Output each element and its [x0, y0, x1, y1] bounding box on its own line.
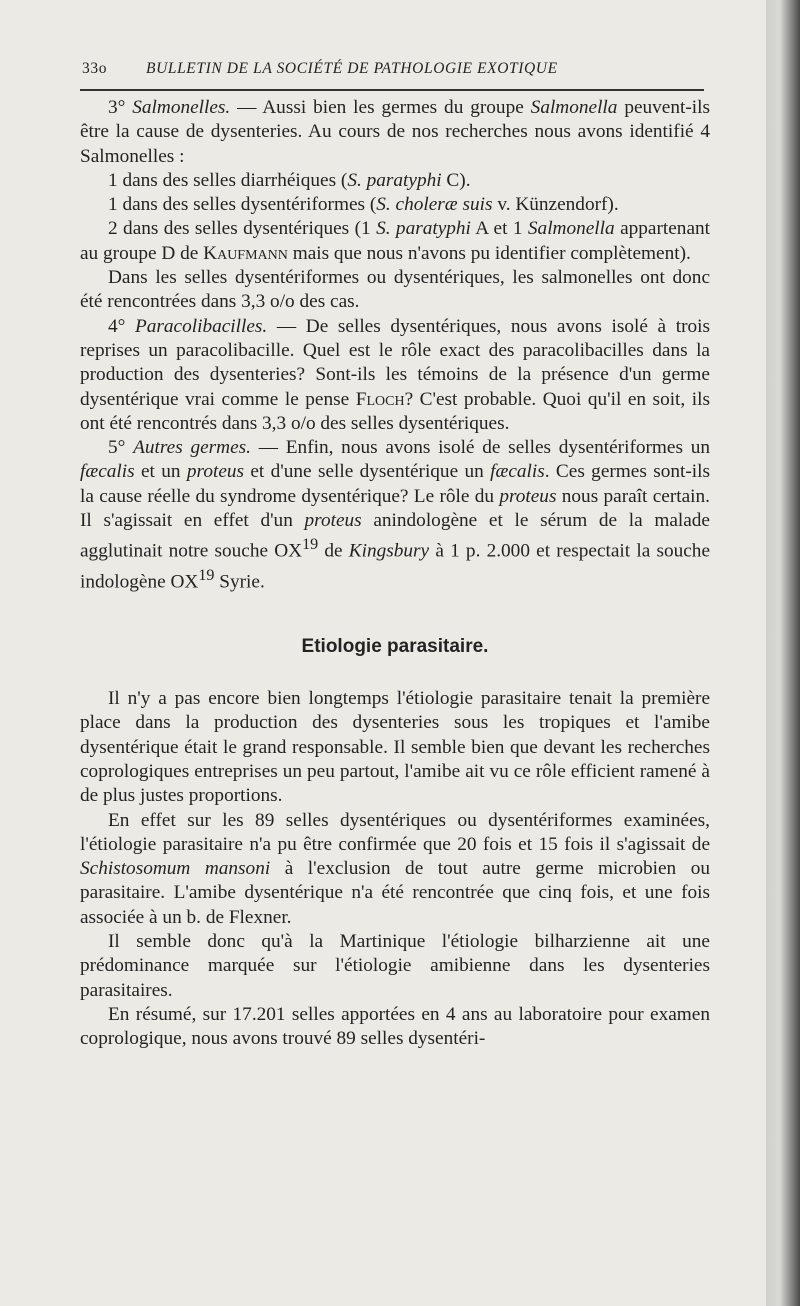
section-title: Etiologie parasitaire. — [301, 635, 489, 657]
page-number: 33o — [82, 60, 108, 77]
salmonella-item-2: 1 dans des selles dysentériformes (S. choleræ suis v. Künzendorf). — [108, 194, 619, 216]
running-title: BULLETIN DE LA SOCIÉTÉ DE PATHOLOGIE EXOTIQUE — [146, 60, 558, 77]
parasitaire-paragraph-3: Il semble donc qu'à la Martinique l'étiologie bilharzienne ait une prédominance marquée sur l'étiologie amibienne dans les dysenteries parasitaires. — [80, 931, 710, 1001]
paracolibacilles-paragraph: 4° Paracolibacilles. — De selles dysentériques, nous avons isolé à trois reprises un paracolibacille. Quel est le rôle exact des paracolibacilles dans la production des dysenteries? Sont-ils les témoins de la présence d'un germe dysentérique vrai comme le pense Floch? C'est probable. Quoi qu'il en soit, ils ont été rencontrés dans 3,3 o/o des selles dysentériques. — [80, 315, 711, 434]
salmonella-item-3: 2 dans des selles dysentériques (1 S. paratyphi A et 1 Salmonella appartenant au groupe D de Kaufmann mais que nous n'avons pu identifier complètement). — [80, 218, 711, 264]
parasitaire-paragraph-1: Il n'y a pas encore bien longtemps l'étiologie parasitaire tenait la première place dans la production des dysenteries sous les tropiques et l'amibe dysentérique était le grand responsable. Il semble bien que devant les recherches coprologiques entreprises un peu partout, l'amibe ait vu ce rôle efficient ramené à de plus justes proportions. — [80, 688, 710, 807]
running-header — [82, 60, 702, 82]
page-edge-shadow — [766, 0, 800, 1306]
salmonelles-conclusion: Dans les selles dysentériformes ou dysentériques, les salmonelles ont donc été rencontrées dans 3,3 o/o des cas. — [80, 267, 710, 313]
salmonella-item-1: 1 dans des selles diarrhéiques (S. paratyphi C). — [108, 169, 471, 191]
parasitaire-paragraph-2: En effet sur les 89 selles dysentériques ou dysentériformes examinées, l'étiologie parasitaire n'a pu être confirmée que 20 fois et 15 fois il s'agissait de Schistosomum mansoni à l'exclusion de tout autre germe microbien ou parasitaire. L'amibe dysentérique n'a été rencontrée que cinq fois, et une fois associée à un b. de Flexner. — [80, 809, 711, 928]
article-body — [80, 96, 710, 1052]
salmonelles-paragraph: 3° Salmonelles. — Aussi bien les germes du groupe Salmonella peuvent-ils être la cause de dysenteries. Au cours de nos recherches nous avons identifié 4 Salmonelles : — [80, 97, 711, 167]
section-heading: Salmonelles. — [132, 97, 231, 118]
autres-germes-paragraph: 5° Autres germes. — Enfin, nous avons isolé de selles dysentériformes un fæcalis et un proteus et d'une selle dysentérique un fæcalis. Ces germes sont-ils la cause réelle du syndrome dysentérique? Le rôle du proteus nous paraît certain. Il s'agissait en effet d'un proteus anindologène et le sérum de la malade agglutinait notre souche OX$^{19}$ de Kingsbury à 1 p. 2.000 et respectait la souche indologène OX$^{19}$ Syrie. — [80, 437, 711, 593]
header-rule — [80, 89, 704, 91]
parasitaire-paragraph-4: En résumé, sur 17.201 selles apportées en 4 ans au laboratoire pour examen coprologique, nous avons trouvé 89 selles dysentéri- — [80, 1003, 710, 1050]
